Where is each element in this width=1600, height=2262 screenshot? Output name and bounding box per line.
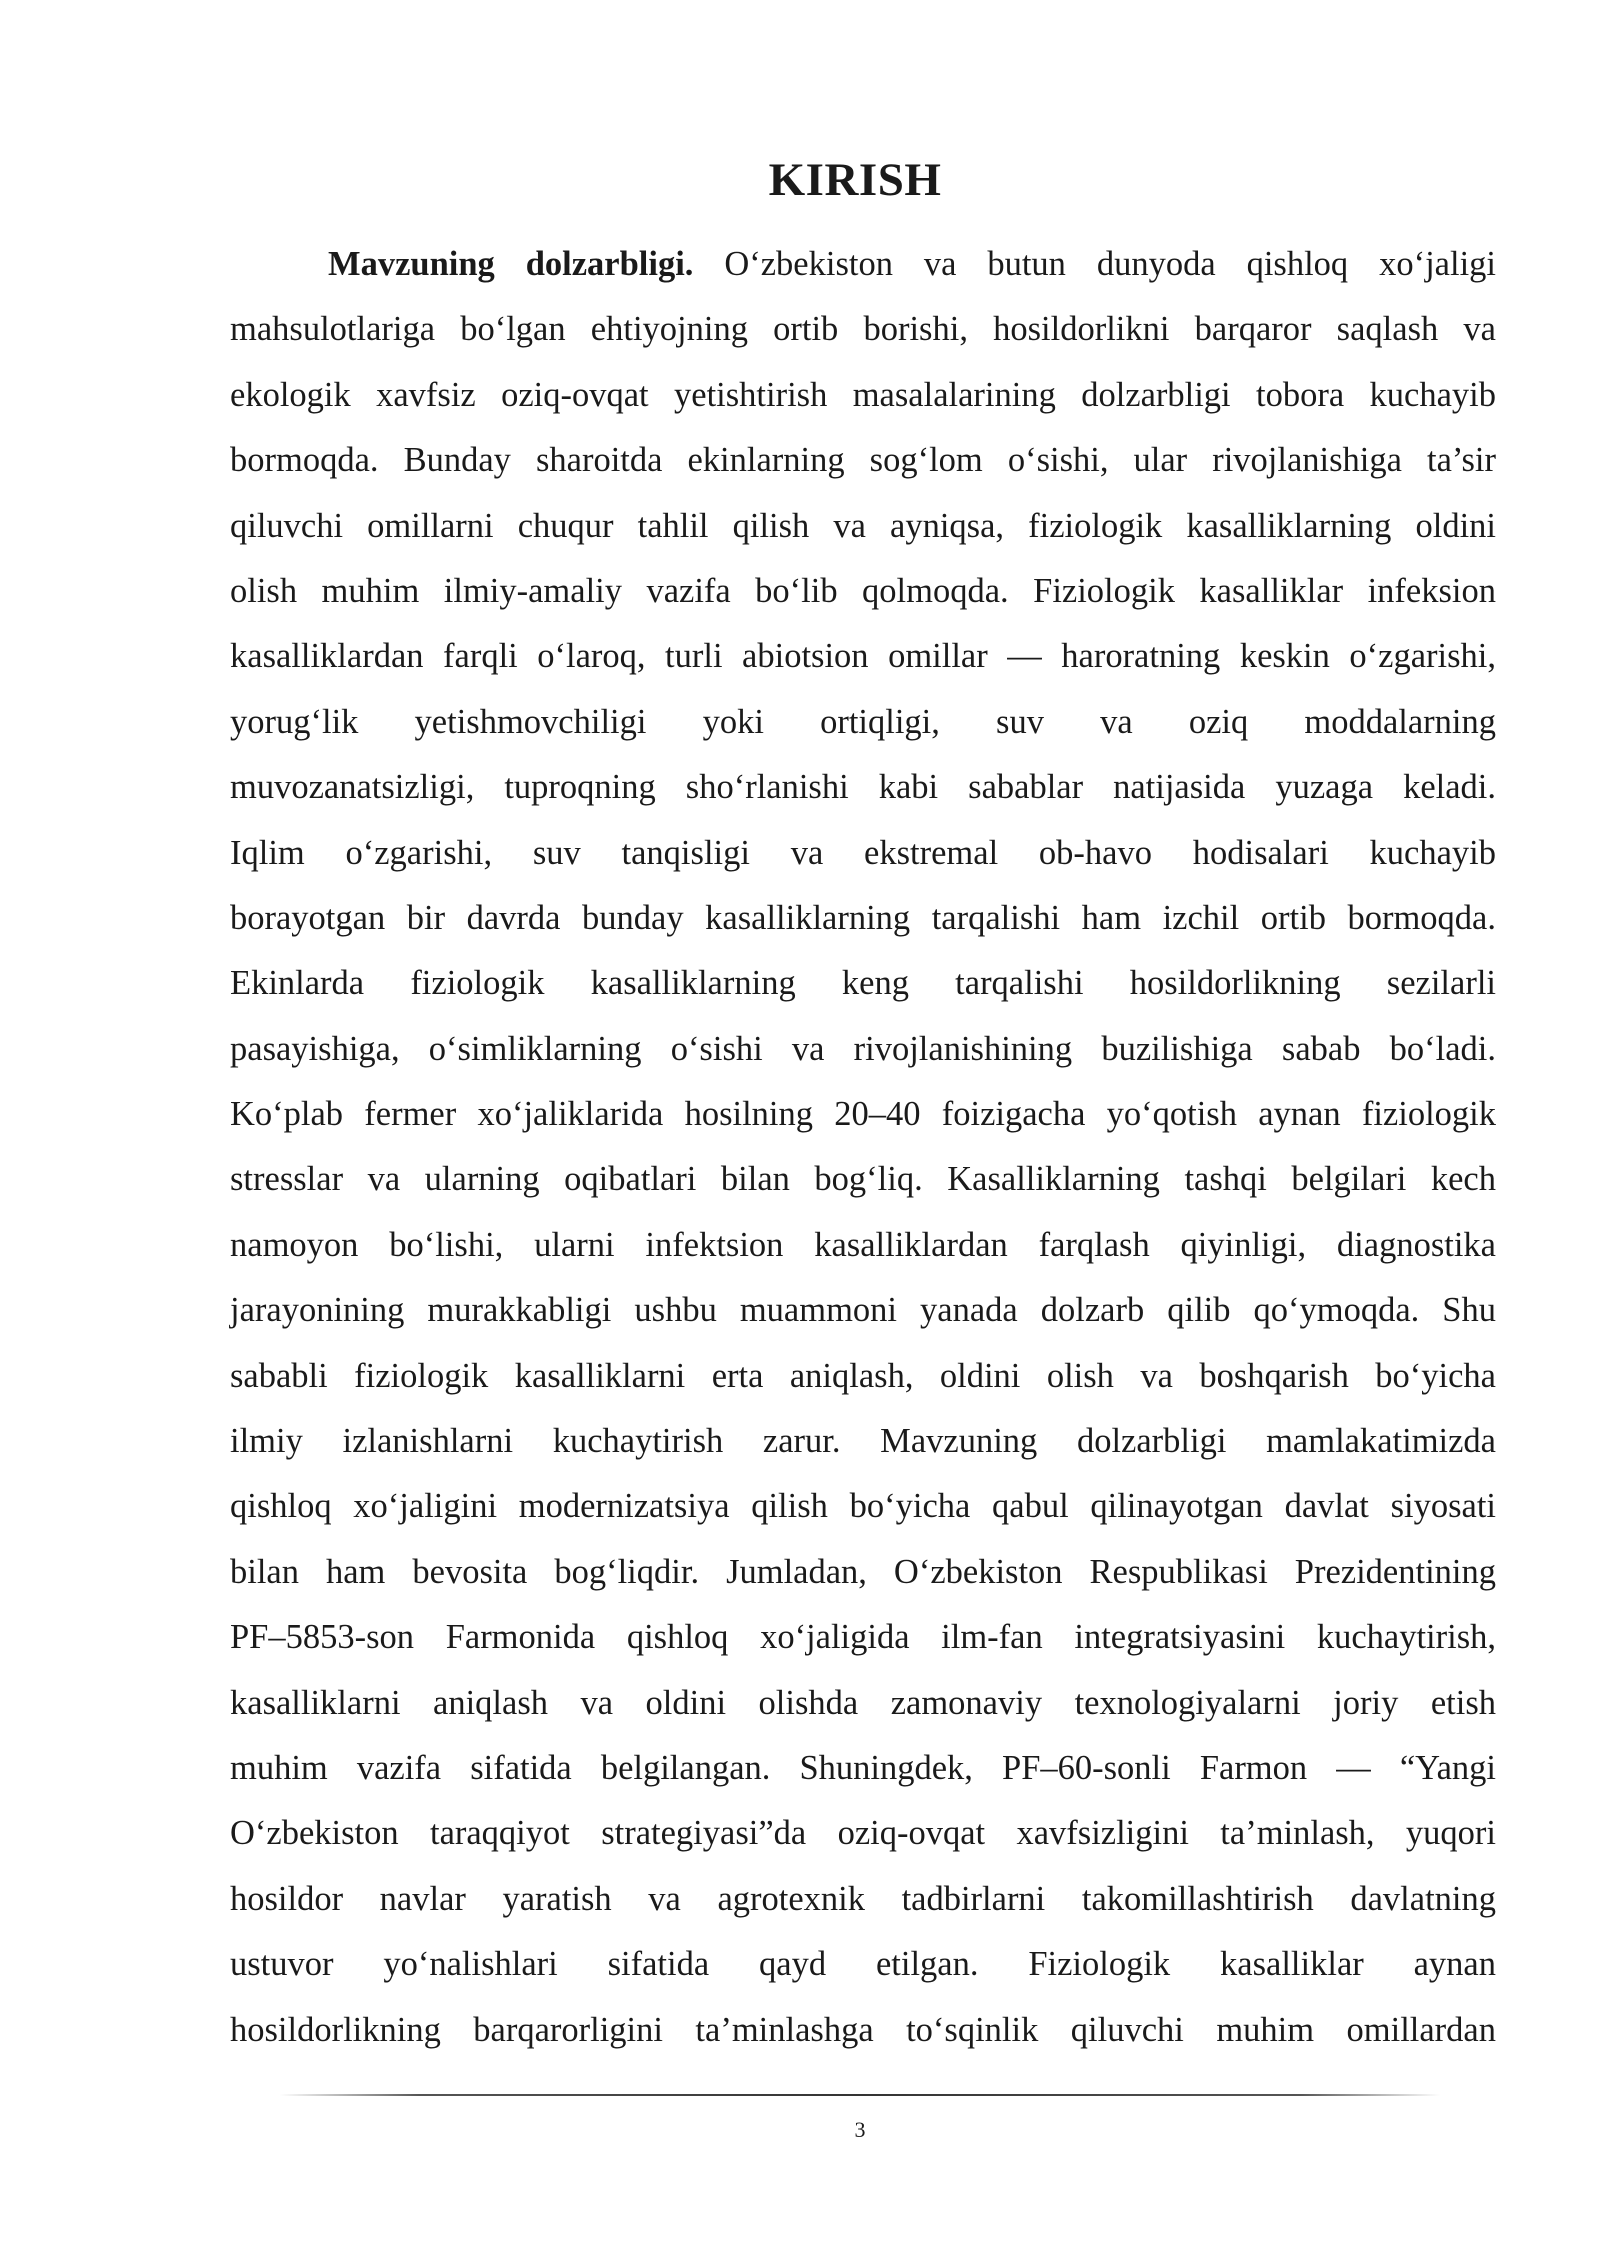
paragraph-line: qishloq xo‘jaligini modernizatsiya qilish bo‘yicha qabul qilinayotgan davlat siyosati xyxy=(230,1487,1496,1526)
paragraph-lead: Mavzuning dolzarbligi. xyxy=(328,245,694,283)
paragraph-line: qiluvchi omillarni chuqur tahlil qilish va ayniqsa, fiziologik kasalliklarning oldini xyxy=(230,506,1496,545)
paragraph-line: sababli fiziologik kasalliklarni erta aniqlash, oldini olish va boshqarish bo‘yicha xyxy=(230,1356,1496,1395)
paragraph-line: muhim vazifa sifatida belgilangan. Shuningdek, PF–60-sonli Farmon — “Yangi xyxy=(230,1748,1496,1787)
paragraph-line: PF–5853-son Farmonida qishloq xo‘jaligida ilm-fan integratsiyasini kuchaytirish, xyxy=(230,1618,1496,1657)
paragraph-line: borayotgan bir davrda bunday kasalliklarning tarqalishi ham izchil ortib bormoqda. xyxy=(230,898,1496,937)
body-paragraph xyxy=(230,232,1496,2063)
paragraph-line: muvozanatsizligi, tuproqning sho‘rlanishi kabi sabablar natijasida yuzaga keladi. xyxy=(230,768,1496,807)
paragraph-line: ilmiy izlanishlarni kuchaytirish zarur. Mavzuning dolzarbligi mamlakatimizda xyxy=(230,1422,1496,1461)
paragraph-line: kasalliklarni aniqlash va oldini olishda zamonaviy texnologiyalarni joriy etish xyxy=(230,1683,1496,1722)
paragraph-line: ustuvor yo‘nalishlari sifatida qayd etilgan. Fiziologik kasalliklar aynan xyxy=(230,1945,1496,1984)
paragraph-line: mahsulotlariga bo‘lgan ehtiyojning ortib borishi, hosildorlikni barqaror saqlash va xyxy=(230,310,1496,349)
footer-divider xyxy=(280,2094,1440,2096)
paragraph-line: Iqlim o‘zgarishi, suv tanqisligi va ekstremal ob-havo hodisalari kuchayib xyxy=(230,833,1496,872)
paragraph-line: bormoqda. Bunday sharoitda ekinlarning sog‘lom o‘sishi, ular rivojlanishiga ta’sir xyxy=(230,441,1496,480)
paragraph-line: bilan ham bevosita bog‘liqdir. Jumladan, O‘zbekiston Respublikasi Prezidentining xyxy=(230,1552,1496,1591)
paragraph-line: pasayishiga, o‘simliklarning o‘sishi va rivojlanishining buzilishiga sabab bo‘ladi. xyxy=(230,1029,1496,1068)
paragraph-line: kasalliklardan farqli o‘laroq, turli abiotsion omillar — haroratning keskin o‘zgarishi, xyxy=(230,637,1496,676)
section-title: KIRISH xyxy=(768,154,942,206)
paragraph-line: namoyon bo‘lishi, ularni infektsion kasalliklardan farqlash qiyinligi, diagnostika xyxy=(230,1225,1496,1264)
paragraph-line: ekologik xavfsiz oziq-ovqat yetishtirish masalalarining dolzarbligi tobora kuchayib xyxy=(230,375,1496,414)
paragraph-line: jarayonining murakkabligi ushbu muammoni yanada dolzarb qilib qo‘ymoqda. Shu xyxy=(230,1291,1496,1330)
first-line-text: O‘zbekiston va butun dunyoda qishloq xo‘jaligi xyxy=(693,245,1496,283)
paragraph-line: hosildorlikning barqarorligini ta’minlashga to‘sqinlik qiluvchi muhim omillardan xyxy=(230,2010,1496,2049)
paragraph-line: Ekinlarda fiziologik kasalliklarning keng tarqalishi hosildorlikning sezilarli xyxy=(230,964,1496,1003)
page-number: 3 xyxy=(854,2117,866,2142)
paragraph-line: O‘zbekiston taraqqiyot strategiyasi”da oziq-ovqat xavfsizligini ta’minlash, yuqori xyxy=(230,1814,1496,1853)
paragraph-line: olish muhim ilmiy-amaliy vazifa bo‘lib qolmoqda. Fiziologik kasalliklar infeksion xyxy=(230,571,1496,610)
paragraph-first-line xyxy=(230,232,1496,297)
paragraph-line: yorug‘lik yetishmovchiligi yoki ortiqligi, suv va oziq moddalarning xyxy=(230,702,1496,741)
paragraph-line: Ko‘plab fermer xo‘jaliklarida hosilning 20–40 foizigacha yo‘qotish aynan fiziologik xyxy=(230,1095,1496,1134)
paragraph-line: stresslar va ularning oqibatlari bilan bog‘liq. Kasalliklarning tashqi belgilari kech xyxy=(230,1160,1496,1199)
paragraph-line: hosildor navlar yaratish va agrotexnik tadbirlarni takomillashtirish davlatning xyxy=(230,1879,1496,1918)
